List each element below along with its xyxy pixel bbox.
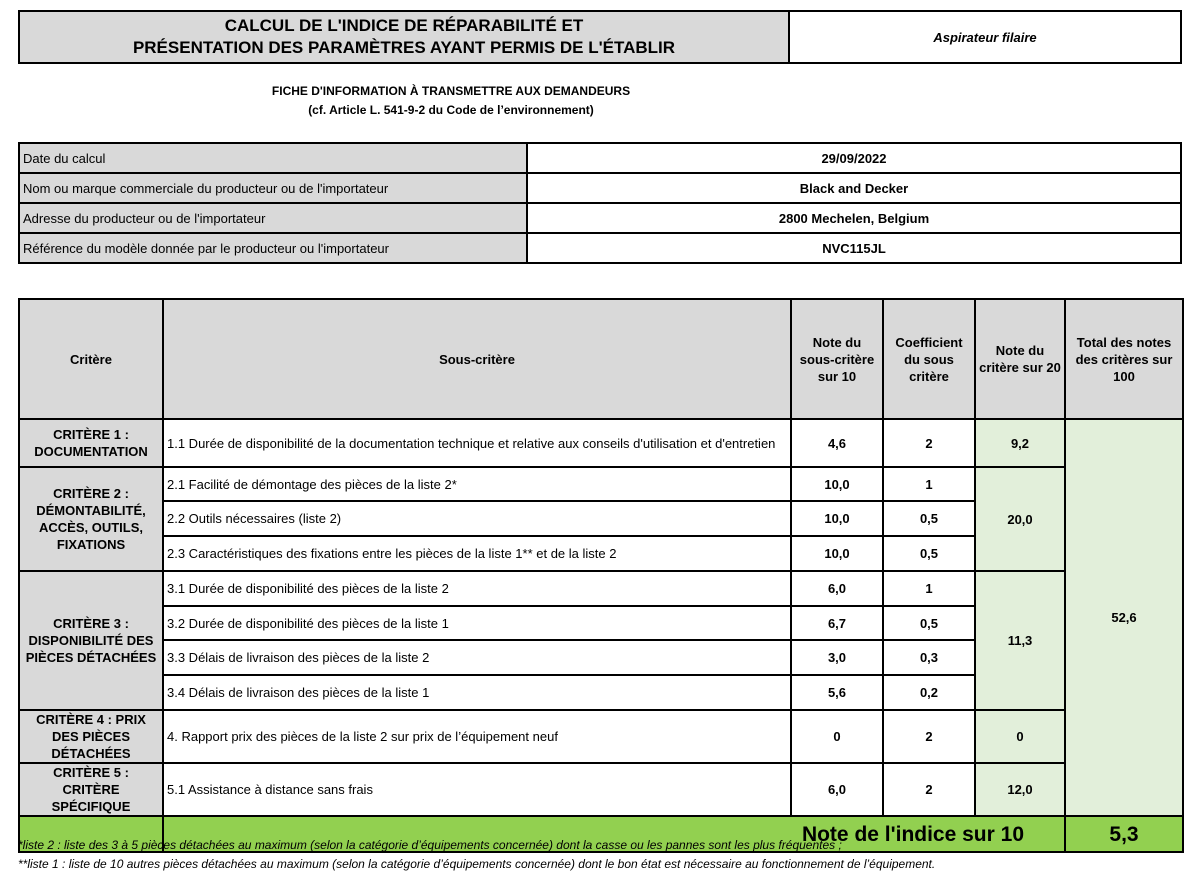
title-line-2: PRÉSENTATION DES PARAMÈTRES AYANT PERMIS DE L'ÉTABLIR	[132, 38, 676, 57]
sub-score: 4,6	[791, 419, 883, 467]
criterion-1-score: 9,2	[975, 419, 1065, 467]
sub-coefficient: 2	[883, 419, 975, 467]
sub-score: 10,0	[791, 467, 883, 501]
info-row	[19, 233, 1181, 263]
footnote-list-1: **liste 1 : liste de 10 autres pièces détachées au maximum (selon la catégorie d’équipements concernée) dont le bon état est nécessaire au fonctionnement de l’équipement.	[18, 857, 936, 871]
header-coefficient: Coefficient du sous critère	[883, 299, 975, 419]
sub-criterion: 5.1 Assistance à distance sans frais	[163, 763, 791, 816]
info-value-model: NVC115JL	[527, 233, 1181, 263]
subtitle-line-1: FICHE D'INFORMATION À TRANSMETTRE AUX DEMANDEURS	[271, 84, 631, 98]
header-note-sous: Note du sous-critère sur 10	[791, 299, 883, 419]
sub-coefficient: 2	[883, 763, 975, 816]
subtitle-line-2: (cf. Article L. 541-9-2 du Code de l’environnement)	[308, 103, 594, 117]
info-label-brand: Nom ou marque commerciale du producteur ou de l'importateur	[19, 173, 527, 203]
table-row	[19, 571, 1183, 606]
sub-score: 6,0	[791, 571, 883, 606]
total-score-100: 52,6	[1065, 419, 1183, 816]
sub-score: 0	[791, 710, 883, 763]
criterion-2: CRITÈRE 2 : DÉMONTABILITÉ, ACCÈS, OUTILS, FIXATIONS	[19, 467, 163, 571]
header-sous-critere: Sous-critère	[163, 299, 791, 419]
sub-score: 10,0	[791, 536, 883, 571]
criterion-1: CRITÈRE 1 : DOCUMENTATION	[19, 419, 163, 467]
info-row	[19, 173, 1181, 203]
info-value-date: 29/09/2022	[527, 143, 1181, 173]
final-score: 5,3	[1065, 816, 1183, 852]
sub-criterion: 4. Rapport prix des pièces de la liste 2 sur prix de l’équipement neuf	[163, 710, 791, 763]
info-value-brand: Black and Decker	[527, 173, 1181, 203]
sub-coefficient: 0,2	[883, 675, 975, 710]
title-line-1: CALCUL DE L'INDICE DE RÉPARABILITÉ ET	[224, 16, 584, 35]
sub-criterion: 2.2 Outils nécessaires (liste 2)	[163, 501, 791, 536]
criterion-4-score: 0	[975, 710, 1065, 763]
sub-score: 5,6	[791, 675, 883, 710]
footnote-list-2: *liste 2 : liste des 3 à 5 pièces détachées au maximum (selon la catégorie d’équipements concernée) dont la casse ou les pannes sont les plus fréquentes ;	[18, 838, 842, 852]
sub-coefficient: 1	[883, 467, 975, 501]
sub-coefficient: 0,5	[883, 606, 975, 640]
sub-criterion: 2.3 Caractéristiques des fixations entre les pièces de la liste 1** et de la liste 2	[163, 536, 791, 571]
sub-criterion: 3.4 Délais de livraison des pièces de la liste 1	[163, 675, 791, 710]
criterion-5: CRITÈRE 5 : CRITÈRE SPÉCIFIQUE	[19, 763, 163, 816]
criterion-3: CRITÈRE 3 : DISPONIBILITÉ DES PIÈCES DÉTACHÉES	[19, 571, 163, 710]
sub-criterion: 3.1 Durée de disponibilité des pièces de la liste 2	[163, 571, 791, 606]
info-row	[19, 143, 1181, 173]
footnotes	[18, 836, 1182, 874]
final-label: Note de l'indice sur 10	[163, 816, 1065, 852]
product-type: Aspirateur filaire	[790, 10, 1182, 64]
table-row	[19, 710, 1183, 763]
sub-coefficient: 1	[883, 571, 975, 606]
info-value-address: 2800 Mechelen, Belgium	[527, 203, 1181, 233]
sub-score: 10,0	[791, 501, 883, 536]
sub-coefficient: 0,5	[883, 536, 975, 571]
table-row	[19, 419, 1183, 467]
sub-criterion: 3.3 Délais de livraison des pièces de la liste 2	[163, 640, 791, 675]
table-row	[19, 467, 1183, 501]
criterion-4: CRITÈRE 4 : PRIX DES PIÈCES DÉTACHÉES	[19, 710, 163, 763]
info-label-address: Adresse du producteur ou de l'importateur	[19, 203, 527, 233]
header-total: Total des notes des critères sur 100	[1065, 299, 1183, 419]
sub-coefficient: 0,5	[883, 501, 975, 536]
criterion-3-score: 11,3	[975, 571, 1065, 710]
info-label-model: Référence du modèle donnée par le producteur ou l'importateur	[19, 233, 527, 263]
score-table	[18, 298, 1184, 853]
sub-criterion: 1.1 Durée de disponibilité de la documentation technique et relative aux conseils d'utilisation et d'entretien	[163, 419, 791, 467]
header-note-critere: Note du critère sur 20	[975, 299, 1065, 419]
info-row	[19, 203, 1181, 233]
info-table	[18, 142, 1182, 264]
sub-criterion: 2.1 Facilité de démontage des pièces de la liste 2*	[163, 467, 791, 501]
info-label-date: Date du calcul	[19, 143, 527, 173]
header-row	[19, 299, 1183, 419]
sub-coefficient: 2	[883, 710, 975, 763]
subtitle	[18, 82, 884, 120]
header-critere: Critère	[19, 299, 163, 419]
table-row	[19, 763, 1183, 816]
criterion-5-score: 12,0	[975, 763, 1065, 816]
sub-criterion: 3.2 Durée de disponibilité des pièces de la liste 1	[163, 606, 791, 640]
sub-score: 3,0	[791, 640, 883, 675]
document-title	[18, 10, 790, 64]
sub-score: 6,7	[791, 606, 883, 640]
sub-coefficient: 0,3	[883, 640, 975, 675]
criterion-2-score: 20,0	[975, 467, 1065, 571]
sub-score: 6,0	[791, 763, 883, 816]
